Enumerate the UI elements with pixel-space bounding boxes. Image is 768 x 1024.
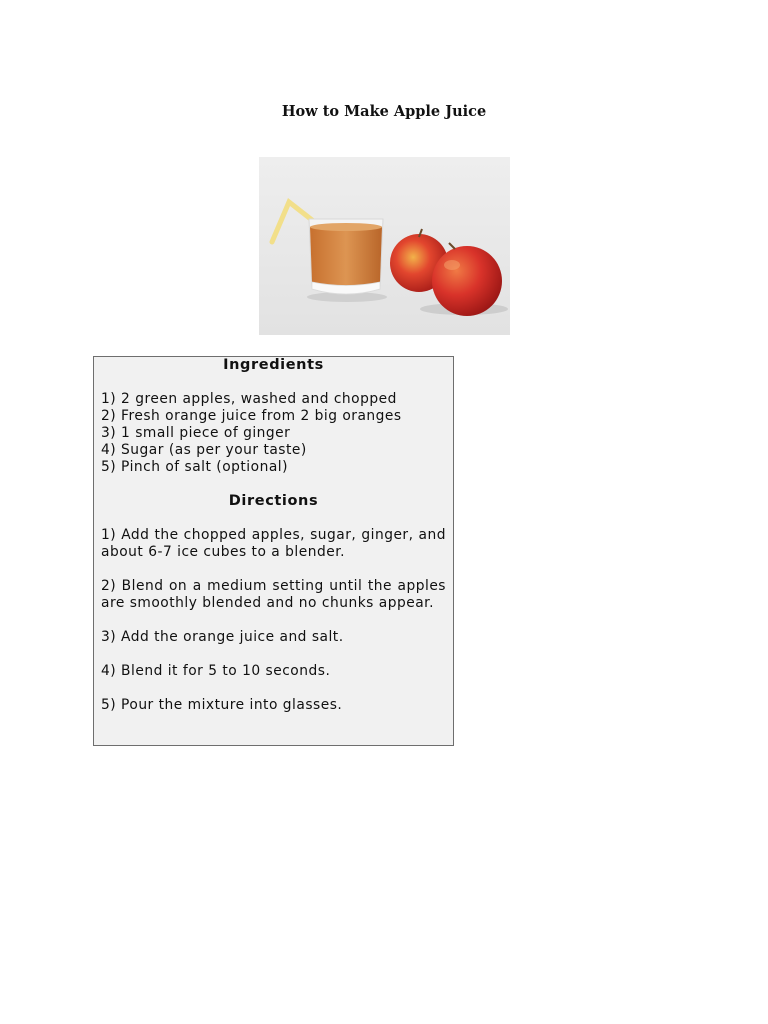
ingredients-list bbox=[101, 391, 446, 476]
direction-step: 2) Blend on a medium setting until the apples are smoothly blended and no chunks appear. bbox=[101, 578, 446, 611]
directions-heading: Directions bbox=[228, 493, 319, 509]
ingredients-heading: Ingredients bbox=[223, 357, 324, 373]
apple-juice-photo bbox=[259, 157, 510, 335]
ingredient-item: 5) Pinch of salt (optional) bbox=[101, 459, 288, 475]
direction-step: 5) Pour the mixture into glasses. bbox=[101, 697, 343, 713]
ingredient-item: 1) 2 green apples, washed and chopped bbox=[101, 391, 397, 407]
direction-step: 4) Blend it for 5 to 10 seconds. bbox=[101, 663, 331, 679]
document-title: How to Make Apple Juice bbox=[281, 103, 487, 120]
ingredient-item: 4) Sugar (as per your taste) bbox=[101, 442, 307, 458]
direction-step: 1) Add the chopped apples, sugar, ginger, and about 6-7 ice cubes to a blender. bbox=[101, 527, 446, 560]
ingredient-item: 3) 1 small piece of ginger bbox=[101, 425, 291, 441]
recipe-box bbox=[93, 356, 454, 746]
ingredient-item: 2) Fresh orange juice from 2 big oranges bbox=[101, 408, 402, 424]
direction-step: 3) Add the orange juice and salt. bbox=[101, 629, 344, 645]
